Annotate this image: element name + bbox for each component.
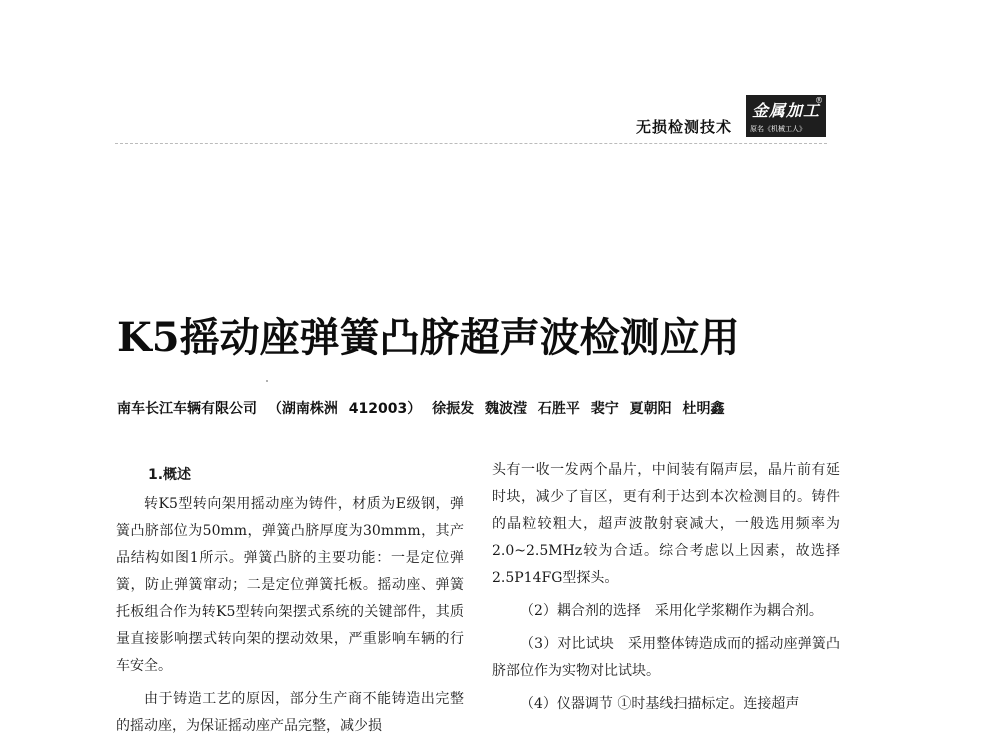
author-affiliation-line: 南车长江车辆有限公司 （湖南株洲 412003） 徐振发 魏波滢 石胜平 裴宁 夏朝阳 杜明鑫	[117, 401, 725, 417]
right-column	[492, 457, 840, 718]
right-paragraph-reference-block: （3）对比试块 采用整体铸造成而的摇动座弹簧凸脐部位作为实物对比试块。	[492, 636, 840, 679]
header-divider	[115, 143, 827, 144]
left-paragraph-2: 由于铸造工艺的原因，部分生产商不能铸造出完整的摇动座，为保证摇动座产品完整，减少损	[116, 691, 464, 734]
scan-speck	[266, 380, 268, 382]
paper-title: K5摇动座弹簧凸脐超声波检测应用	[117, 314, 740, 361]
logo-main-text: 金属加工	[752, 101, 821, 120]
logo-registered-mark: ®	[815, 96, 823, 105]
right-paragraph-instrument: （4）仪器调节 ①时基线扫描标定。连接超声	[520, 696, 800, 712]
left-paragraph-1: 转K5型转向架用摇动座为铸件，材质为E级钢，弹簧凸脐部位为50mm，弹簧凸脐厚度为30mmm，其产品结构如图1所示。弹簧凸脐的主要功能：一是定位弹簧，防止弹簧窜动；二是定位弹簧托板。摇动座、弹簧托板组合作为转K5型转向架摆式系统的关键部件，其质量直接影响摆式转向架的摆动效果，严重影响车辆的行车安全。	[116, 496, 464, 674]
journal-section-label: 无损检测技术	[636, 118, 733, 136]
right-paragraph-1: 头有一收一发两个晶片，中间装有隔声层，晶片前有延时块，减少了盲区，更有利于达到本次检测目的。铸件的晶粒较粗大，超声波散射衰减大，一般选用频率为2.0~2.5MHz较为合适。综合考虑以上因素，故选择2.5P14FG型探头。	[492, 462, 840, 586]
right-paragraph-couplant: （2）耦合剂的选择 采用化学浆糊作为耦合剂。	[520, 603, 823, 619]
left-column	[116, 463, 464, 740]
section-heading-overview: 1.概述	[148, 467, 192, 483]
journal-logo	[746, 95, 826, 137]
logo-subtitle: 原名《机械工人》	[750, 125, 806, 133]
